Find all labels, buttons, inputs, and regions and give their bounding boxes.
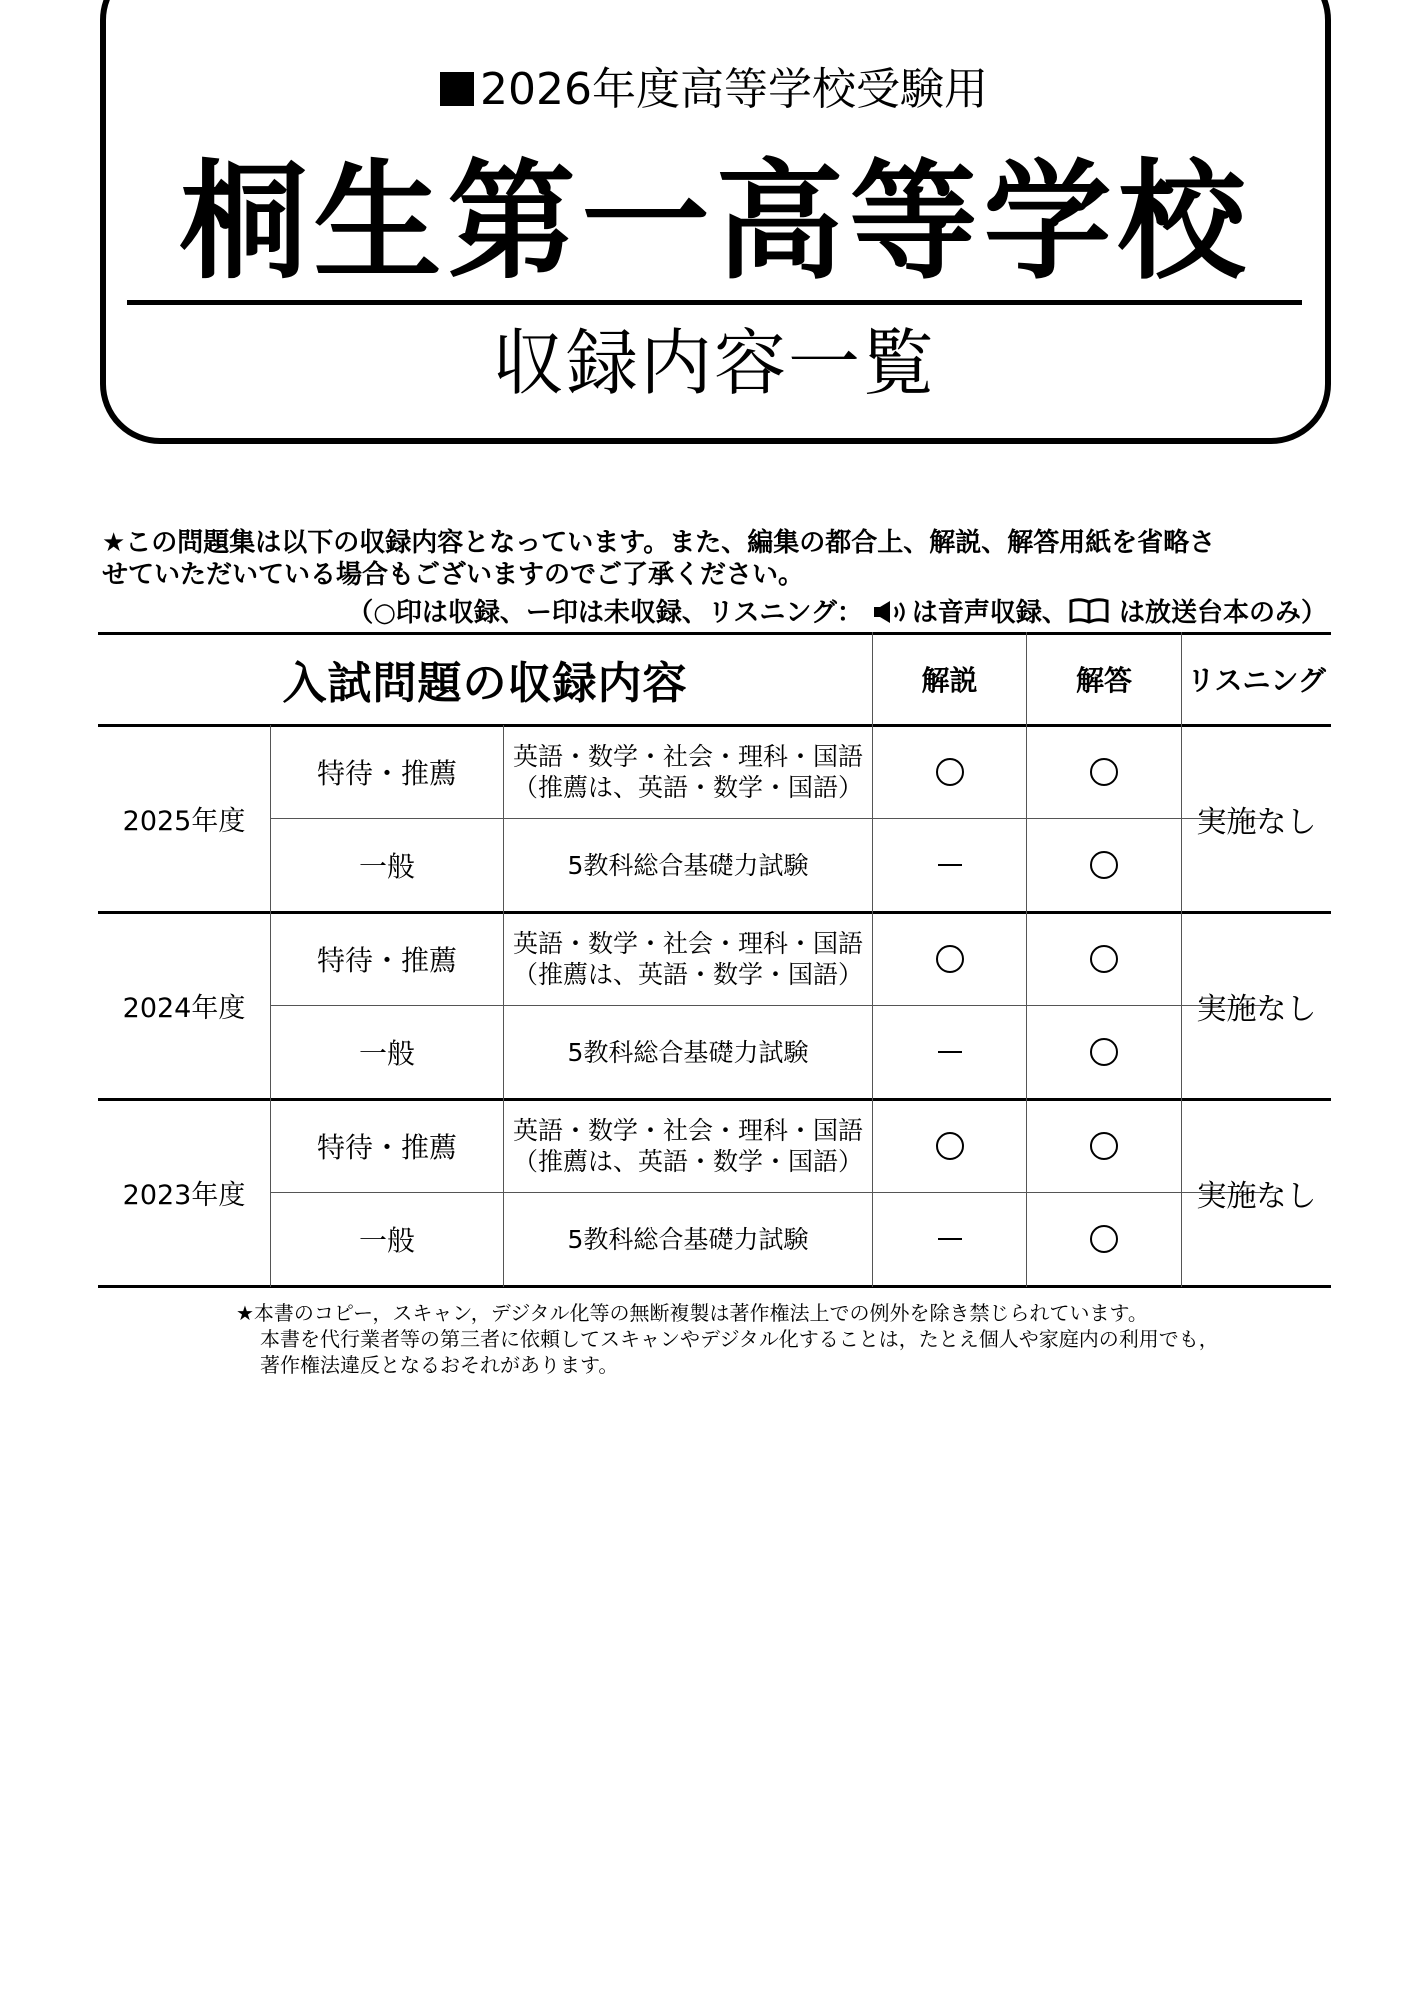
answer-mark (1027, 1099, 1181, 1192)
row-subjects: 5教科総合基礎力試験 (567, 850, 809, 880)
circle-mark-icon (936, 1132, 964, 1160)
row-subjects: 5教科総合基礎力試験 (567, 1224, 809, 1254)
listening-status: 実施なし (1196, 804, 1317, 840)
row-kind: 一般 (358, 1037, 415, 1070)
circle-mark-icon (1090, 1132, 1118, 1160)
square-bullet-icon (440, 72, 474, 106)
header-answer: 解答 (1075, 663, 1132, 697)
row-kind: 一般 (358, 850, 415, 883)
row-subjects (504, 1099, 872, 1192)
explanation-mark (873, 725, 1026, 818)
circle-mark-icon (1090, 851, 1118, 879)
listening-status: 実施なし (1196, 1178, 1317, 1214)
legend-part-1: （○印は収録、ー印は未収録、リスニング： (347, 598, 863, 628)
header-explanation: 解説 (921, 663, 978, 697)
answer-mark (1027, 819, 1181, 911)
header-listening: リスニング (1187, 663, 1326, 697)
circle-mark-icon (1090, 758, 1118, 786)
year-2025: 2025年度 (122, 806, 246, 837)
copyright-line-2: 本書を代行業者等の第三者に依頼してスキャンやデジタル化することは，たとえ個人や家庭内の利用でも， (260, 1327, 1219, 1351)
answer-mark (1027, 725, 1181, 818)
explanation-mark (873, 912, 1026, 1005)
year-2023: 2023年度 (122, 1180, 246, 1211)
explanation-mark (873, 1006, 1026, 1098)
legend-part-3: は放送台本のみ） (1109, 598, 1327, 628)
row-kind: 特待・推薦 (316, 756, 457, 790)
row-kind: 一般 (358, 1224, 415, 1257)
explanation-mark (873, 819, 1026, 911)
dash-mark-icon (938, 864, 962, 867)
circle-mark-icon (1090, 1225, 1118, 1253)
row-subjects (504, 725, 872, 818)
header-content: 入試問題の収録内容 (282, 657, 688, 709)
row-kind: 特待・推薦 (316, 1130, 457, 1164)
page-subtitle: 収録内容一覧 (491, 321, 936, 405)
copyright-line-3: 著作権法違反となるおそれがあります。 (260, 1353, 619, 1377)
circle-mark-icon (1090, 1038, 1118, 1066)
subjects-line-1: 英語・数学・社会・理科・国語 (512, 1115, 863, 1145)
circle-mark-icon (1090, 945, 1118, 973)
legend (100, 596, 1327, 634)
edition-label (0, 60, 1428, 120)
contents-table (98, 632, 1331, 1282)
copyright-line-1: ★本書のコピー，スキャン，デジタル化等の無断複製は著作権法上での例外を除き禁じられています。 (236, 1301, 1148, 1325)
answer-mark (1027, 912, 1181, 1005)
notice-line-2: せていただいている場合もございますのでご了承ください。 (102, 560, 805, 590)
edition-text: 2026年度高等学校受験用 (480, 64, 988, 115)
title-divider (127, 300, 1302, 305)
year-2024: 2024年度 (122, 993, 246, 1024)
notice-line-1: ★この問題集は以下の収録内容となっています。また、編集の都合上、解説、解答用紙を省略さ (102, 528, 1216, 558)
circle-mark-icon (936, 758, 964, 786)
row-kind: 特待・推薦 (316, 943, 457, 977)
dash-mark-icon (938, 1238, 962, 1241)
book-icon (1068, 597, 1110, 634)
subjects-line-2: （推薦は、英語・数学・国語） (512, 959, 863, 989)
row-subjects: 5教科総合基礎力試験 (567, 1037, 809, 1067)
listening-status: 実施なし (1196, 991, 1317, 1027)
speaker-icon (872, 599, 912, 634)
school-name: 桐生第一高等学校 (179, 148, 1252, 297)
explanation-mark (873, 1193, 1026, 1285)
dash-mark-icon (938, 1051, 962, 1054)
answer-mark (1027, 1193, 1181, 1285)
copyright-notice (236, 1300, 1219, 1378)
subjects-line-2: （推薦は、英語・数学・国語） (512, 772, 863, 802)
circle-mark-icon (936, 945, 964, 973)
explanation-mark (873, 1099, 1026, 1192)
subjects-line-2: （推薦は、英語・数学・国語） (512, 1146, 863, 1176)
subjects-line-1: 英語・数学・社会・理科・国語 (512, 741, 863, 771)
subjects-line-1: 英語・数学・社会・理科・国語 (512, 928, 863, 958)
row-subjects (504, 912, 872, 1005)
legend-part-2: は音声収録、 (911, 598, 1068, 628)
answer-mark (1027, 1006, 1181, 1098)
